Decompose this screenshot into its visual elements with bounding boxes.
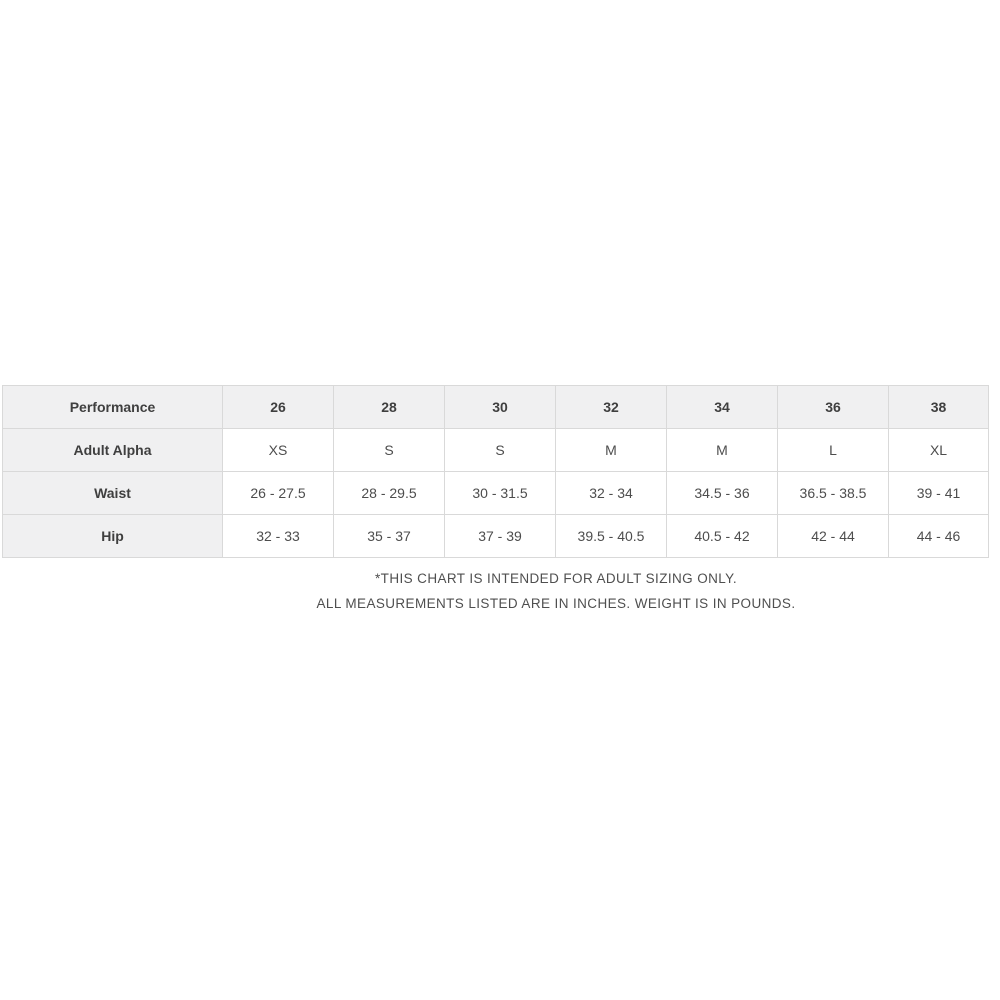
table-cell: M: [667, 429, 778, 472]
row-label: Adult Alpha: [3, 429, 223, 472]
table-cell: 39 - 41: [889, 472, 989, 515]
table-cell: 35 - 37: [334, 515, 445, 558]
table-cell: 26 - 27.5: [223, 472, 334, 515]
table-cell: 26: [223, 386, 334, 429]
table-cell: XL: [889, 429, 989, 472]
table-cell: 32 - 33: [223, 515, 334, 558]
table-cell: 32: [556, 386, 667, 429]
table-cell: 42 - 44: [778, 515, 889, 558]
table-cell: 28 - 29.5: [334, 472, 445, 515]
table-cell: L: [778, 429, 889, 472]
table-cell: 40.5 - 42: [667, 515, 778, 558]
table-cell: 39.5 - 40.5: [556, 515, 667, 558]
table-cell: 28: [334, 386, 445, 429]
table-cell: 30: [445, 386, 556, 429]
table-cell: 30 - 31.5: [445, 472, 556, 515]
table-row-hip: [3, 515, 989, 558]
table-cell: 36.5 - 38.5: [778, 472, 889, 515]
table-cell: XS: [223, 429, 334, 472]
footnotes: [112, 566, 1000, 616]
table-cell: S: [445, 429, 556, 472]
table-cell: 37 - 39: [445, 515, 556, 558]
table-cell: 38: [889, 386, 989, 429]
row-label: Waist: [3, 472, 223, 515]
table-cell: 34: [667, 386, 778, 429]
size-chart-table: [2, 385, 989, 558]
table-cell: 34.5 - 36: [667, 472, 778, 515]
row-label: Hip: [3, 515, 223, 558]
footnote-measurements: ALL MEASUREMENTS LISTED ARE IN INCHES. WEIGHT IS IN POUNDS.: [316, 596, 796, 611]
table-row-waist: [3, 472, 989, 515]
table-row-adult-alpha: [3, 429, 989, 472]
table-cell: 32 - 34: [556, 472, 667, 515]
footnote-adult-sizing: *THIS CHART IS INTENDED FOR ADULT SIZING ONLY.: [375, 571, 737, 586]
table-cell: M: [556, 429, 667, 472]
table-row-performance: [3, 386, 989, 429]
table-cell: S: [334, 429, 445, 472]
row-label: Performance: [3, 386, 223, 429]
table-cell: 44 - 46: [889, 515, 989, 558]
table-cell: 36: [778, 386, 889, 429]
